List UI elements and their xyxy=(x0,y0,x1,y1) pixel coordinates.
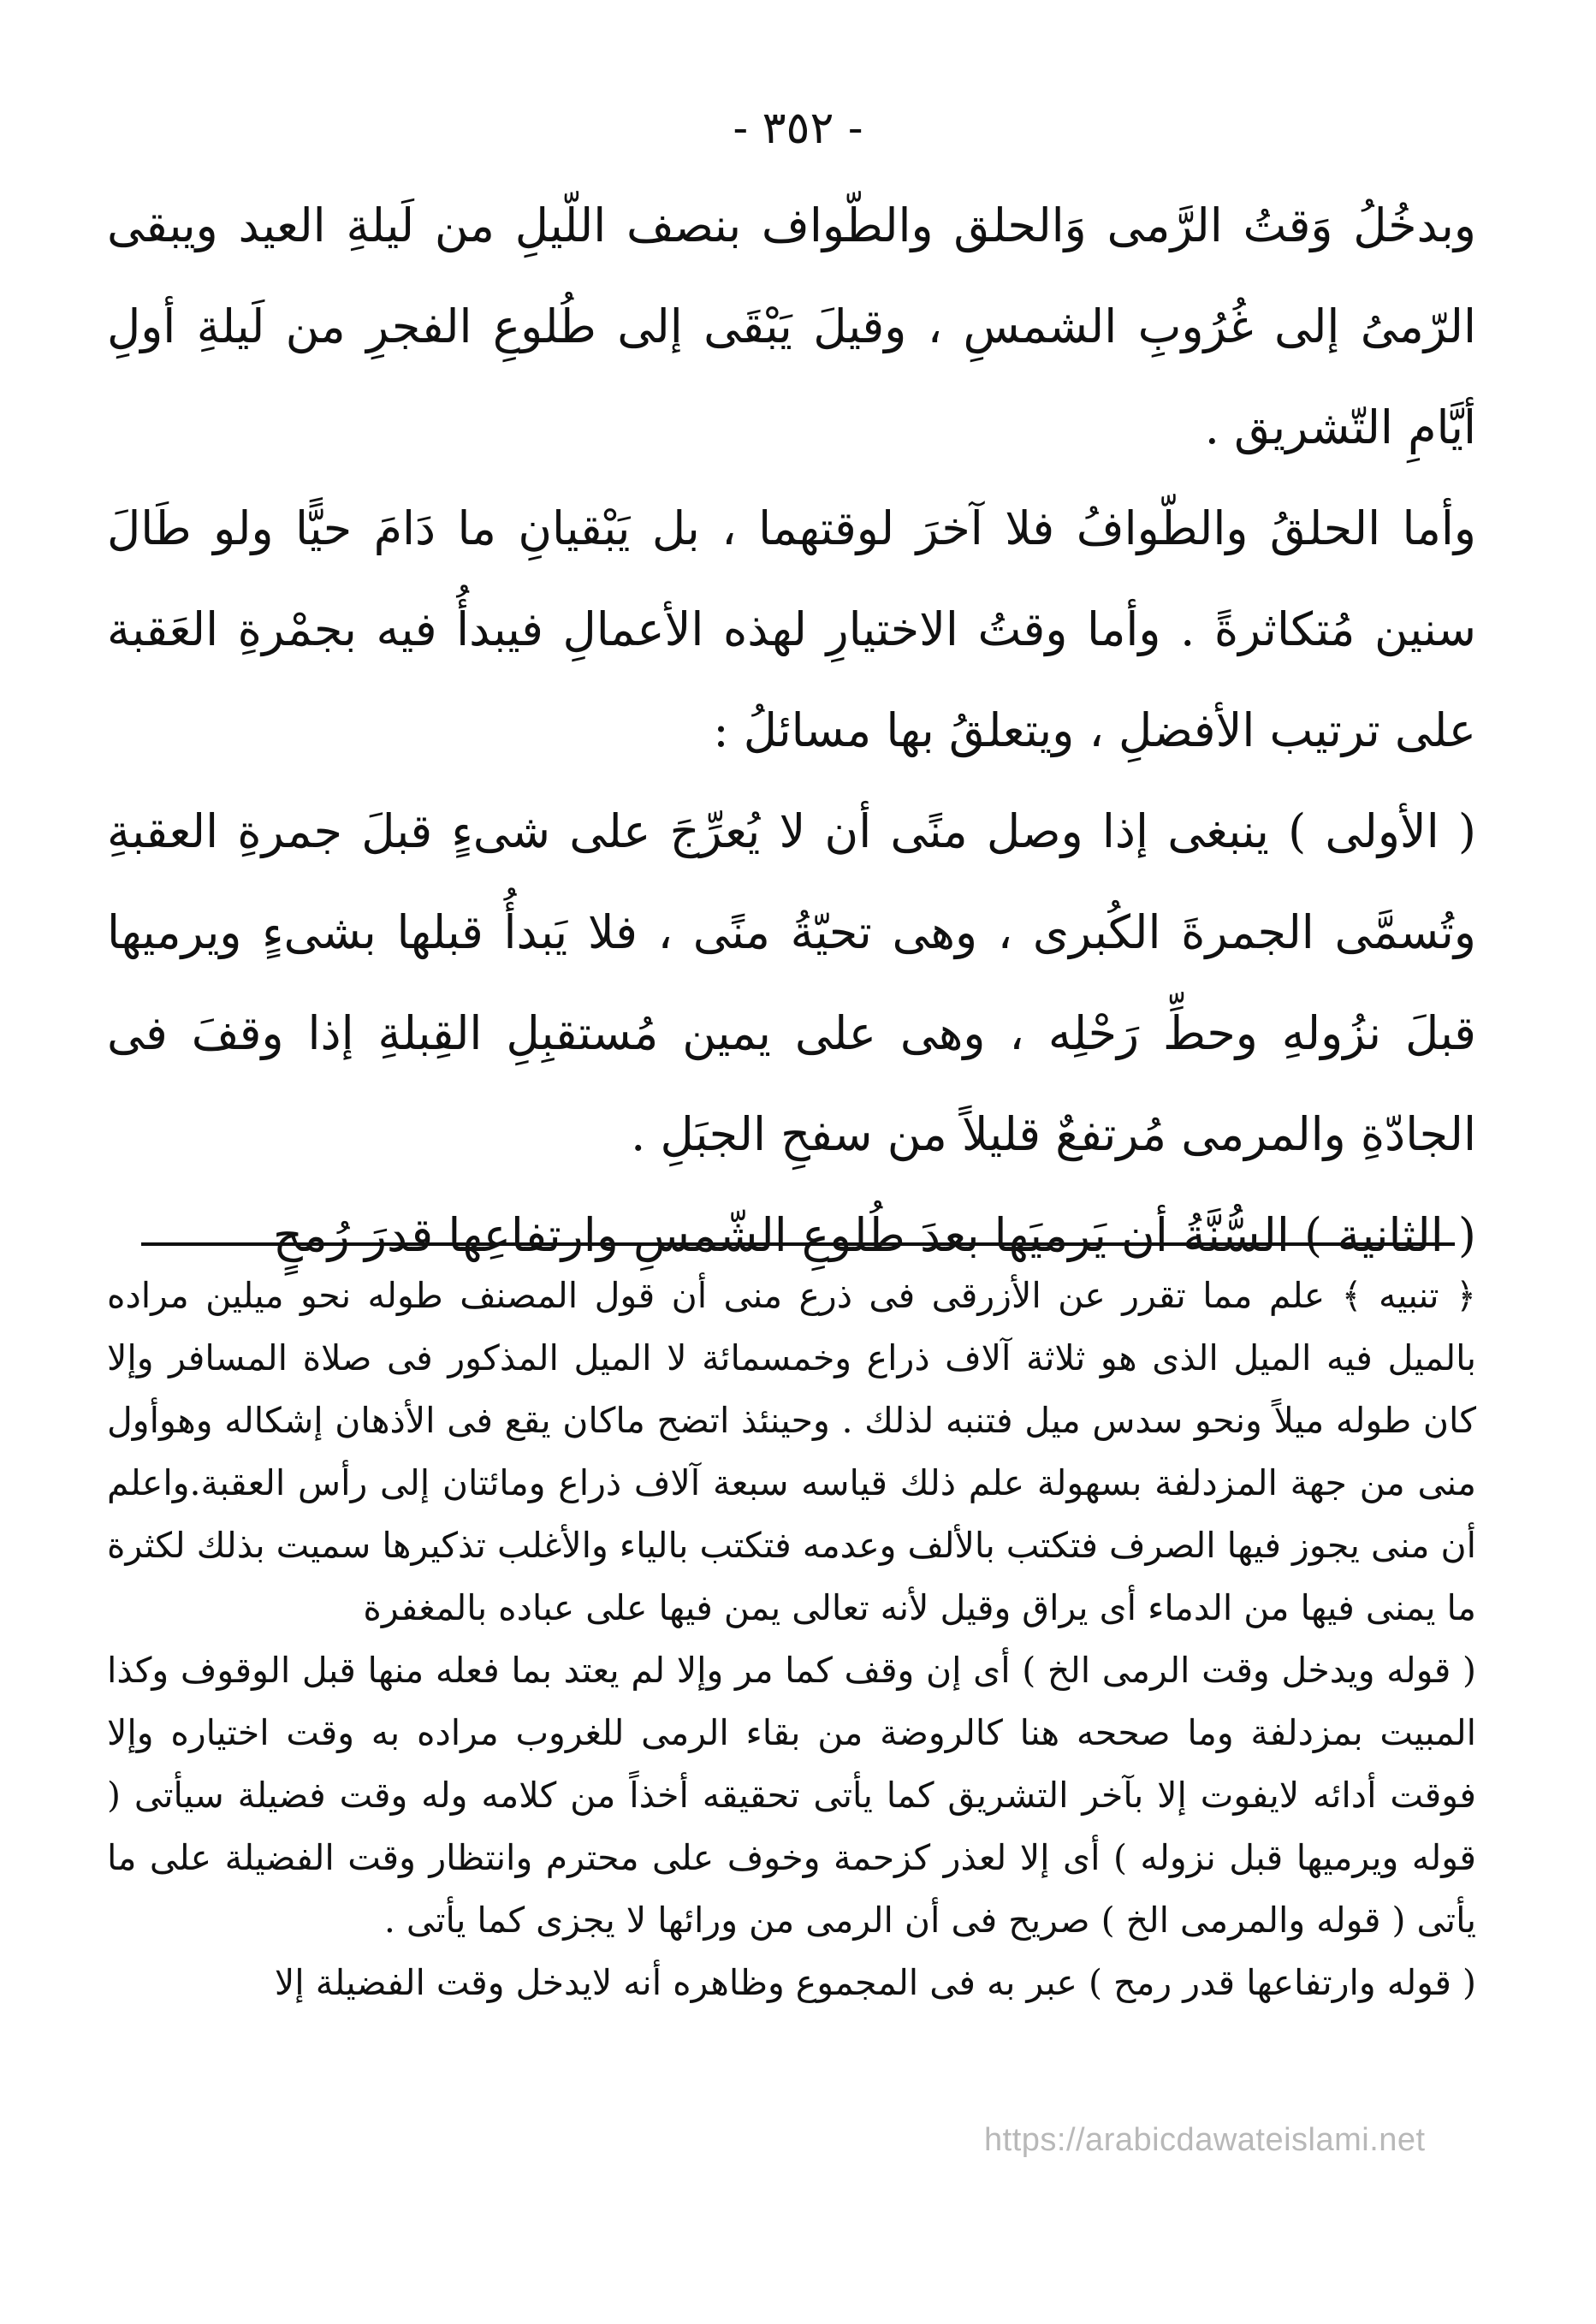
footnote-paragraph-2: ( قوله ويدخل وقت الرمى الخ ) أى إن وقف كما مر وإلا لم يعتد بما فعله منها قبل الوقوف وكذا المبيت بمزدلفة وما صححه هنا كالروضة من بقاء الرمى للغروب مراده به وقت اختياره وإلا فوقت أدائه لايفوت إلا بآخر التشريق كما يأتى تحقيقه أخذاً من كلامه وله وقت فضيلة سيأتى ( قوله ويرميها قبل نزوله ) أى إلا لعذر كزحمة وخوف على محترم وانتظار وقت الفضيلة على ما يأتى ( قوله والمرمى الخ ) صريح فى أن الرمى من ورائها لا يجزى كما يأتى . xyxy=(107,1650,1476,1941)
page-number: - ٣٥٢ - xyxy=(733,103,863,154)
footnote-paragraph-1: ﴿ تنبيه ﴾ علم مما تقرر عن الأزرقى فى ذرع منى أن قول المصنف طوله نحو ميلين مراده بالميل فيه الميل الذى هو ثلاثة آلاف ذراع وخمسمائة لا الميل المذكور فى صلاة المسافر وإلا كان طوله ميلاً ونحو سدس ميل فتنبه لذلك . وحينئذ اتضح ماكان يقع فى الأذهان إشكاله وهوأول منى من جهة المزدلفة بسهولة علم ذلك قياسه سبعة آلاف ذراع ومائتان إلى رأس العقبة.واعلم أن منى يجوز فيها الصرف فتكتب بالألف وعدمه فتكتب بالياء والأغلب تذكيرها سميت بذلك لكثرة ما يمنى فيها من الدماء أى يراق وقيل لأنه تعالى يمن فيها على عباده بالمغفرة xyxy=(107,1275,1476,1628)
main-paragraph-4: ( الثانية ) السُّنَّةُ أن يَرميَها بعدَ طُلوعِ الشّمسِ وارتفاعِها قدرَ رُمحٍ xyxy=(272,1208,1476,1262)
footnotes xyxy=(107,1265,1476,2014)
main-paragraph-2: وأما الحلقُ والطّوافُ فلا آخرَ لوقتهما ، بل يَبْقيانِ ما دَامَ حيًّا ولو طَالَ سنين مُتكاثرةً . وأما وقتُ الاختيارِ لهذه الأعمالِ فيبدأُ فيه بجمْرةِ العَقبة على ترتيب الأفضلِ ، ويتعلقُ بها مسائلُ : xyxy=(107,501,1476,757)
main-paragraph-1: وبدخُلُ وَقتُ الرَّمى وَالحلق والطّواف بنصف اللّيلِ من لَيلةِ العيد ويبقى الرّمىُ إلى غُرُوبِ الشمسِ ، وقيلَ يَبْقَى إلى طُلوعِ الفجرِ من لَيلةِ أولِ أيَّامِ التّشريق . xyxy=(107,199,1476,454)
footnote-divider xyxy=(141,1242,1455,1246)
main-text xyxy=(107,175,1476,1286)
watermark-url: https://arabicdawateislami.net xyxy=(984,2122,1426,2158)
footnote-paragraph-3: ( قوله وارتفاعها قدر رمح ) عبر به فى المجموع وظاهره أنه لايدخل وقت الفضيلة إلا xyxy=(274,1962,1476,2003)
main-paragraph-3: ( الأولى ) ينبغى إذا وصل منًى أن لا يُعرِّجَ على شىءٍ قبلَ جمرةِ العقبةِ وتُسمَّى الجمرةَ الكُبرى ، وهى تحيّةُ منًى ، فلا يَبدأُ قبلها بشىءٍ ويرميها قبلَ نزُولهِ وحطِّ رَحْلِه ، وهى على يمين مُستقبِلِ القِبلةِ إذا وقفَ فى الجادّةِ والمرمى مُرتفعٌ قليلاً من سفحِ الجبَلِ . xyxy=(107,804,1476,1161)
